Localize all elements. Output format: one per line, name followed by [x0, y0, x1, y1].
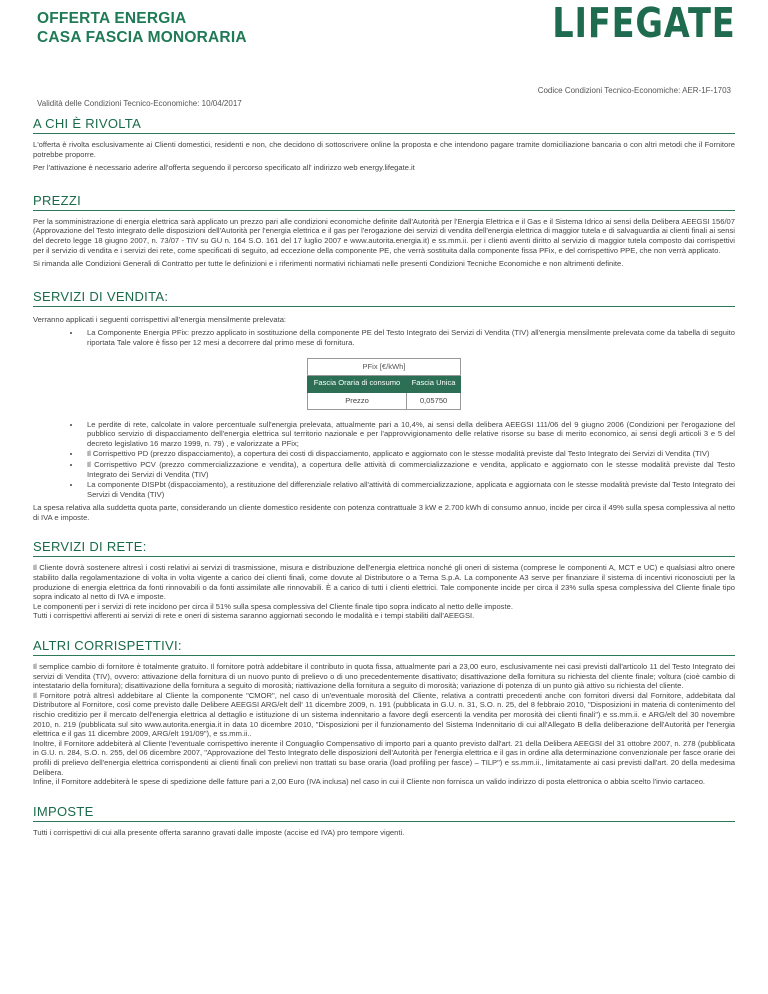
document-title-line2: CASA FASCIA MONORARIA — [37, 29, 247, 46]
vendita-bullet-3: • Il Corrispettivo PD (prezzo dispacciamento), a copertura dei costi di dispacciamento, applicato e aggiornato con le stesse modalità previste dal Testo Integrato dei Servizi di Vendita (TIV) — [81, 449, 735, 459]
price-table-row-label: Prezzo — [308, 392, 407, 409]
price-table — [307, 358, 461, 410]
vendita-outro: La spesa relativa alla suddetta quota parte, considerando un cliente domestico residente con potenza contrattuale 3 kW e 2.700 kWh di consumo annuo, incide per circa il 49% sulla spesa complessiva al netto di IVA e imposte. — [33, 503, 735, 522]
vendita-intro: Verranno applicati i seguenti corrispettivi all'energia mensilmente prelevata: — [33, 314, 287, 324]
header — [0, 0, 768, 80]
altri-paragraph-4: Infine, il Fornitore addebiterà le spese di spedizione delle fatture pari a 2,00 Euro (IVA inclusa) nel caso in cui il Cliente non fornisca un valido indirizzo di posta elettronica o abbia scelto l'invio cartaceo. — [33, 777, 706, 787]
rete-paragraph-1: Il Cliente dovrà sostenere altresì i costi relativi ai servizi di trasmissione, misura e distribuzione dell'energia elettrica nonché gli oneri di sistema (comprese le componenti A, MCT e UC) e qualsiasi altro onere stabilito dalla regolamentazione di volta in volta vigente a carico dei clienti finali, come dovute al Distributore o a Terna S.p.A. La componente A3 serve per finanziare il sistema di incentivi riconosciuti per la produzione di energia elettrica da fonti rinnovabili o da fonti assimilate alle rinnovabili. È a carico di tutti i clienti elettrici. Tale componente incide per circa il 23% sulla spesa complessiva del Cliente finale tipo sopra indicato al netto di IVA e imposte. — [33, 563, 735, 602]
price-table-col1: Fascia Oraria di consumo — [308, 375, 407, 392]
chi-paragraph-2: Per l'attivazione è necessario aderire all'offerta seguendo il percorso specificato all' indirizzo web energy.lifegate.it — [33, 163, 415, 173]
price-table-row-value: 0,05750 — [407, 392, 461, 409]
price-table-col2: Fascia Unica — [407, 375, 461, 392]
altri-paragraph-1: Il semplice cambio di fornitore è totalmente gratuito. Il fornitore potrà addebitare il contributo in quota fissa, attualmente pari a 23,00 euro, esclusivamente nei casi previsti dall'articolo 11 del Testo Integrato dei servizi di Vendita (TIV), ovvero: attivazione della fornitura di un nuovo punto di prelievo o di uno precedentemente disattivato; disattivazione della fornitura su richiesta del cliente finale; voltura (cioè cambio di intestatario della fornitura); disattivazione della fornitura a seguito di morosità; riattivazione della fornitura a seguito di morosità; variazione di potenza di un punto già attivo su richiesta del cliente. — [33, 662, 735, 691]
altri-paragraph-3: Inoltre, il Fornitore addebiterà al Cliente l'eventuale corrispettivo inerente il Conguaglio Compensativo di importo pari a quanto previsto dall'art. 21 della Delibera AEEGSI del 31 ottobre 2007, n. 278 (pubblicata in G.U. n. 284, S.O. n. 255, del 06 dicembre 2007, "Approvazione del Testo Integrato delle disposizioni dell'Autorità per l'energia elettrica e il gas in ordine alla determinazione convenzionale per fasce orarie dei profili di prelievo dell'energia elettrica corrispondenti ai clienti finali con prelievi non trattati su base oraria (load profiling per fasce) – TILP") e ss.mm.ii., limitatamente ai casi previsti dall'art. 20 della medesima Delibera. — [33, 738, 735, 777]
validity-date: Validità delle Condizioni Tecnico-Economiche: 10/04/2017 — [37, 99, 242, 108]
document-title-line1: OFFERTA ENERGIA — [37, 10, 187, 27]
rete-paragraph-2: Le componenti per i servizi di rete incidono per circa il 51% sulla spesa complessiva del Cliente finale tipo sopra indicato al netto delle imposte. — [33, 601, 513, 611]
document-title — [37, 9, 247, 47]
price-table-caption: PFix [€/kWh] — [308, 358, 461, 375]
vendita-bullet-2: • Le perdite di rete, calcolate in valore percentuale sull'energia prelevata, attualmente pari a 10,4%, ai sensi della delibera AEEGSI 111/06 del 9 giugno 2006 (Condizioni per l'erogazione del pubblico servizio di dispacciamento dell'energia elettrica sul territorio nazionale e per l'approvvigionamento delle relative risorse su base di merito economico, ai sensi degli articoli 3 e 5 del decreto legislativo 16 marzo 1999, n. 79) , e valorizzate a PFix; — [81, 420, 735, 449]
vendita-list-2 — [33, 420, 735, 500]
vendita-bullet-4: • Il Corrispettivo PCV (prezzo commercializzazione e vendita), a copertura delle attività di commercializzazione e vendita, applicato e aggiornato con le stesse modalità previste dal Testo Integrato dei Servizi di Vendita (TIV) — [81, 460, 735, 479]
section-title-chi: A CHI È RIVOLTA — [33, 113, 735, 134]
section-title-imposte: IMPOSTE — [33, 801, 735, 822]
section-title-vendita: SERVIZI DI VENDITA: — [33, 286, 735, 307]
conditions-code: Codice Condizioni Tecnico-Economiche: AER-1F-1703 — [537, 86, 731, 95]
lifegate-logo: LIFEGATE — [552, 0, 736, 47]
rete-paragraph-3: Tutti i corrispettivi afferenti ai servizi di rete e oneri di sistema saranno aggiornati secondo le modalità e i tempi stabiliti dall'AEEGSI. — [33, 611, 475, 621]
vendita-list-1 — [33, 328, 735, 347]
imposte-paragraph-1: Tutti i corrispettivi di cui alla presente offerta saranno gravati dalle imposte (accise ed IVA) pro tempore vigenti. — [33, 827, 405, 837]
prezzi-paragraph-1: Per la somministrazione di energia elettrica sarà applicato un prezzo pari alle condizioni economiche definite dall'Autorità per l'Energia Elettrica e il Gas e il Sistema Idrico ai sensi della Delibera AEEGSI 156/07 (Approvazione del Testo integrato delle disposizioni dell'Autorità per l'energia elettrica e il gas per l'erogazione dei servizi di vendita dell'energia elettrica di maggior tutela e di salvaguardia ai clienti finali ai sensi del decreto legge 18 giugno 2007, n. 73/07 - TIV su GU n. 164 S.O. 161 del 17 luglio 2007 e www.autorita.energia.it) e ss.mm.ii. per i clienti aventi diritto al servizio di maggior tutela composto dai corrispettivi per il servizio di vendita e i servizi dei rete, come specificati di seguito, ad eccezione della componente PE, che verrà sostituita dalla componente fissa PFix, e del corrispettivo PPE, che non verrà applicato. — [33, 216, 735, 255]
prezzi-paragraph-2: Si rimanda alle Condizioni Generali di Contratto per tutte le definizioni e i riferimenti normativi richiamati nelle presenti Condizioni Tecniche Economiche e non altrimenti definite. — [33, 259, 624, 269]
chi-paragraph-1: L'offerta è rivolta esclusivamente ai Clienti domestici, residenti e non, che decidono di sottoscrivere online la proposta e che intendono pagare tramite domiciliazione bancaria o con altri metodi che il Fornitore potrebbe proporre. — [33, 140, 735, 159]
altri-paragraph-2: Il Fornitore potrà altresì addebitare al Cliente la componente "CMOR", nel caso di un'eventuale morosità del Cliente, relativa a contratti precedenti anche con fornitori diversi dal Fornitore, addebitata dal Distributore al Fornitore, così come previsto dalle Delibere AEEGSI ARG/elt dell' 11 dicembre 2009, n. 191 (pubblicata in G.U. n. 31, S.O. n. 25, del 8 febbraio 2010, "Disposizioni in materia di contenimento del rischio creditizio per il mercato dell'energia elettrica al dettaglio e istituzione di un sistema indennitario a favore degli esercenti la vendita per morosità dei clienti finali") e ss.mm.ii. e ARG/elt del 30 novembre 2010, n. 219 (pubblicata sul sito www.autorita.energia.it in data 10 dicembre 2010, "Disposizioni per il funzionamento del Sistema Indennitario di cui all'Allegato B della deliberazione dell'Autorità per l'energia elettrica e il gas 11 dicembre 2009, ARG/elt 191/09"), e ss.mm.ii.. — [33, 690, 735, 739]
document-body — [33, 113, 735, 841]
vendita-bullet-5: • La componente DISPbt (dispacciamento), a restituzione del differenziale relativo all'attività di commercializzazione, applicata e aggiornata con le stesse modalità previste dal Testo Integrato dei Servizi di Vendita (TIV) — [81, 480, 735, 499]
section-title-altri: ALTRI CORRISPETTIVI: — [33, 635, 735, 656]
section-title-prezzi: PREZZI — [33, 190, 735, 211]
section-title-rete: SERVIZI DI RETE: — [33, 536, 735, 557]
vendita-bullet-1: • La Componente Energia PFix: prezzo applicato in sostituzione della componente PE del Testo Integrato dei Servizi di Vendita (TIV) all'energia mensilmente prelevata come da tabella di seguito riportata Tale valore è fisso per 12 mesi a decorrere dal primo mese di fornitura. — [81, 328, 735, 347]
